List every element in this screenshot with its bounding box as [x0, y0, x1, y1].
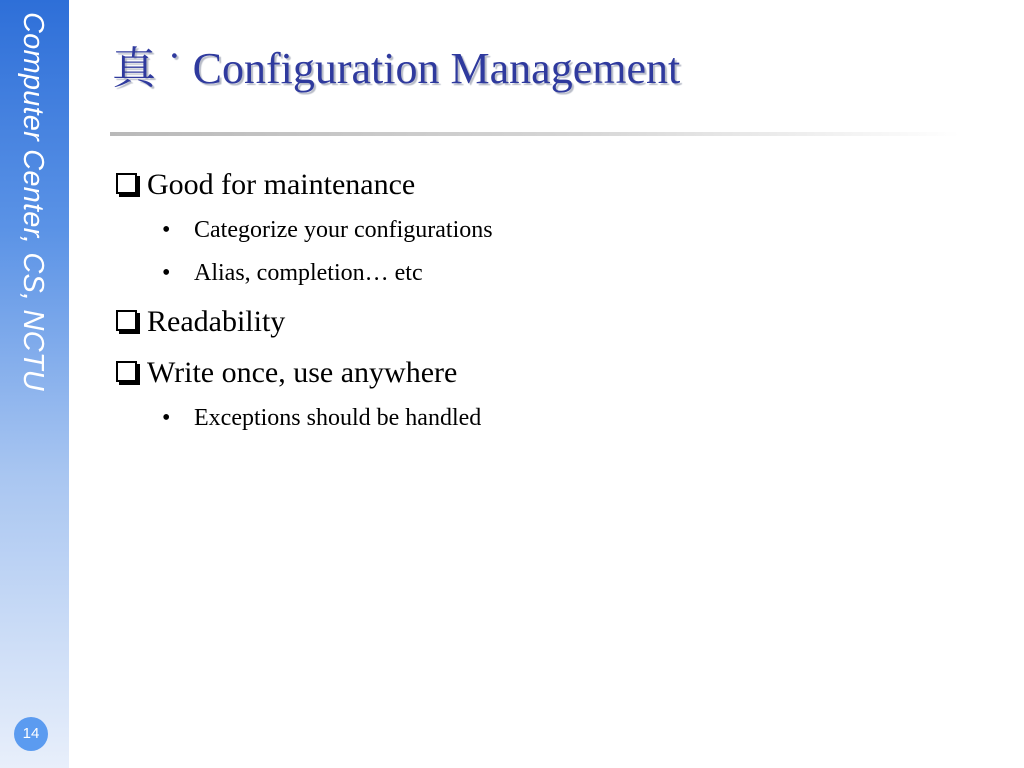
bullet-text: Readability: [147, 305, 286, 338]
dot-bullet-icon: •: [162, 404, 171, 431]
bullet-item: [112, 303, 972, 341]
sub-bullet-text: Categorize your configurations: [194, 216, 493, 243]
sidebar: [0, 0, 69, 768]
checkbox-bullet-icon: [116, 361, 137, 382]
bullet-item: [112, 166, 972, 204]
sidebar-org-text: Computer Center, CS, NCTU: [17, 12, 49, 391]
dot-bullet-icon: •: [162, 259, 171, 286]
sub-bullet-item: [162, 256, 972, 290]
bullet-item: [112, 354, 972, 392]
bullet-text: Good for maintenance: [147, 168, 416, 201]
bullet-text: Write once, use anywhere: [147, 356, 458, 389]
sub-bullet-item: [162, 213, 972, 247]
sub-bullet-text: Alias, completion… etc: [194, 259, 423, 286]
dot-bullet-icon: •: [162, 216, 171, 243]
bullet-list: [112, 166, 972, 435]
sub-bullet-item: [162, 401, 972, 435]
checkbox-bullet-icon: [116, 310, 137, 331]
checkbox-bullet-icon: [116, 173, 137, 194]
page-number-badge: 14: [14, 717, 48, 751]
sub-bullet-text: Exceptions should be handled: [194, 404, 482, 431]
title-divider: [110, 132, 960, 136]
slide-title: 真 ˙ Configuration Management: [112, 44, 681, 93]
